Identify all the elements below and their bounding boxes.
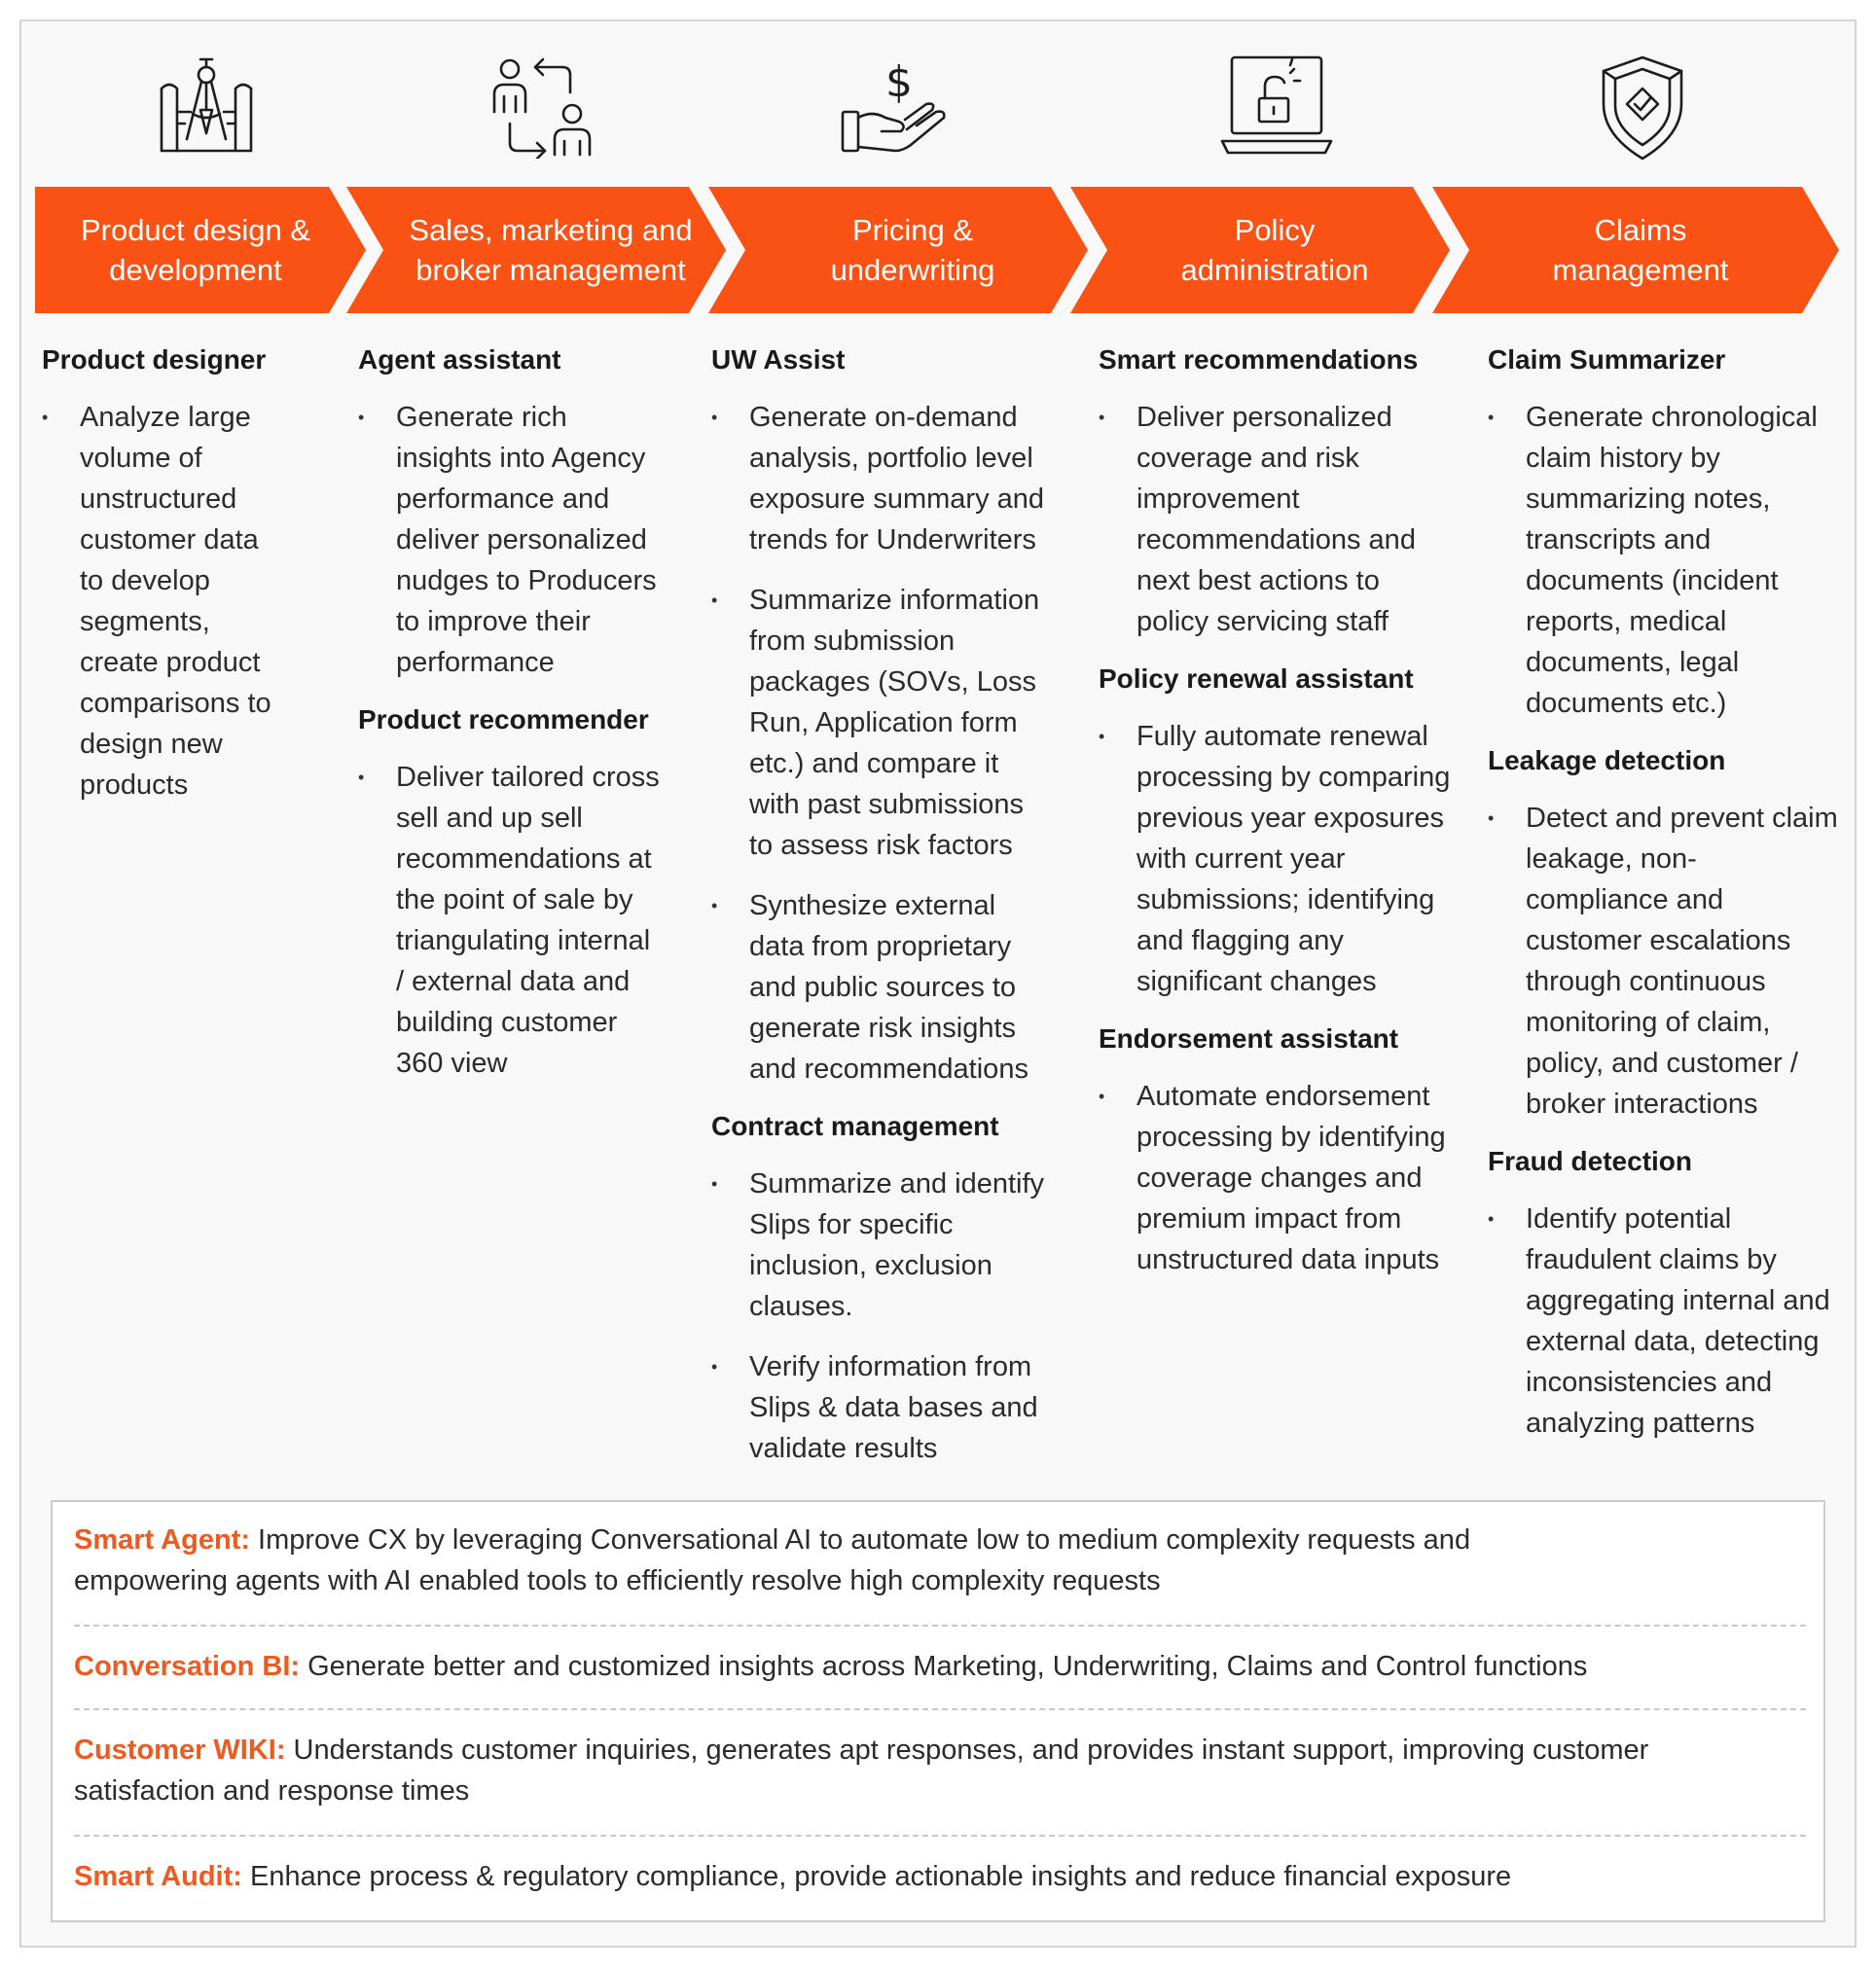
- feature-name: Smart Agent:: [74, 1524, 250, 1556]
- capability-bullet: • Generate on-demand analysis, portfolio level exposure summary and trends for Underwriters: [711, 397, 1052, 560]
- feature-description: Enhance process & regulatory compliance, provide actionable insights and reduce financial exposure: [241, 1861, 1512, 1892]
- feature-smart-audit: [74, 1856, 1816, 1897]
- capability-heading: UW Assist: [711, 344, 846, 375]
- capability-heading: Smart recommendations: [1099, 344, 1419, 375]
- capability-heading: Fraud detection: [1488, 1146, 1693, 1176]
- feature-description: Improve CX by leveraging Conversational AI to automate low to medium complexity requests and empowering agents with AI enabled tools to efficiently resolve high complexity requests: [74, 1524, 1471, 1596]
- stage-label-policy-admin: Policy administration: [1180, 213, 1369, 287]
- feature-name: Smart Audit:: [74, 1861, 242, 1892]
- svg-text:$: $: [885, 57, 913, 107]
- capability-bullet: • Automate endorsement processing by identifying coverage changes and premium impact from unstructured data inputs: [1099, 1076, 1454, 1280]
- capability-heading: Product recommender: [358, 704, 649, 734]
- stage-label-claims: Claims management: [1552, 213, 1729, 287]
- capability-heading: Endorsement assistant: [1099, 1023, 1399, 1054]
- capability-bullet: • Generate rich insights into Agency performance and deliver personalized nudges to Producers to improve their performance: [358, 397, 662, 683]
- blueprint-compass-icon: [156, 54, 257, 159]
- laptop-unlock-icon: [1220, 54, 1333, 159]
- feature-name: Conversation BI:: [74, 1651, 301, 1682]
- dashed-divider: [74, 1625, 1806, 1627]
- capability-bullet: • Deliver tailored cross sell and up sell recommendations at the point of sale by triangulating internal / external data and building customer 360 view: [358, 757, 662, 1084]
- feature-conversation-bi: [74, 1646, 1816, 1687]
- capability-bullet: • Detect and prevent claim leakage, non-compliance and customer escalations through continuous monitoring of claim, policy, and customer / broker interactions: [1488, 798, 1838, 1125]
- capability-heading: Policy renewal assistant: [1099, 663, 1414, 694]
- capability-bullet: • Generate chronological claim history by summarizing notes, transcripts and documents (incident reports, medical documents, legal documents etc.): [1488, 397, 1838, 724]
- dashed-divider: [74, 1835, 1806, 1837]
- stage-column-claims: [1488, 342, 1838, 1463]
- stage-column-product-design: [42, 342, 285, 825]
- cross-functional-solutions-box: [51, 1500, 1825, 1922]
- capability-bullet: • Summarize and identify Slips for specific inclusion, exclusion clauses.: [711, 1164, 1052, 1327]
- capability-bullet: • Deliver personalized coverage and risk improvement recommendations and next best actions to policy servicing staff: [1099, 397, 1454, 642]
- stage-label-pricing-underwriting: Pricing & underwriting: [830, 213, 995, 287]
- feature-customer-wiki: [74, 1730, 1786, 1811]
- feature-description: Understands customer inquiries, generates apt responses, and provides instant support, improving customer satisfaction and response times: [74, 1735, 1649, 1807]
- stage-label-sales-marketing: Sales, marketing and broker management: [409, 213, 693, 287]
- people-exchange-icon: [487, 54, 594, 159]
- capability-bullet: • Analyze large volume of unstructured customer data to develop segments, create product comparisons to design new products: [42, 397, 285, 806]
- dollar-hand-icon: [839, 54, 950, 159]
- capability-heading: Claim Summarizer: [1488, 344, 1726, 375]
- capability-bullet: • Identify potential fraudulent claims by aggregating internal and external data, detecting inconsistencies and analyzing patterns: [1488, 1199, 1838, 1444]
- stage-label-product-design: Product design & development: [80, 213, 311, 287]
- shield-check-icon: [1596, 54, 1689, 162]
- capability-bullet: • Fully automate renewal processing by comparing previous year exposures with current year submissions; identifying and flagging any significant changes: [1099, 716, 1454, 1002]
- capability-heading: Contract management: [711, 1111, 999, 1141]
- feature-description: Generate better and customized insights across Marketing, Underwriting, Claims and Control functions: [300, 1651, 1588, 1682]
- dashed-divider: [74, 1708, 1806, 1710]
- stage-column-policy-admin: [1099, 342, 1454, 1300]
- stage-column-pricing-underwriting: [711, 342, 1052, 1488]
- capability-heading: Leakage detection: [1488, 745, 1726, 775]
- feature-smart-agent: [74, 1520, 1572, 1601]
- capability-heading: Agent assistant: [358, 344, 561, 375]
- feature-name: Customer WIKI:: [74, 1735, 286, 1766]
- stage-column-sales-marketing: [358, 342, 662, 1103]
- capability-bullet: • Summarize information from submission packages (SOVs, Loss Run, Application form etc.) and compare it with past submissions to assess risk factors: [711, 580, 1052, 866]
- capability-heading: Product designer: [42, 344, 267, 375]
- capability-bullet: • Verify information from Slips & data bases and validate results: [711, 1346, 1052, 1469]
- capability-bullet: • Synthesize external data from proprietary and public sources to generate risk insights and recommendations: [711, 885, 1052, 1090]
